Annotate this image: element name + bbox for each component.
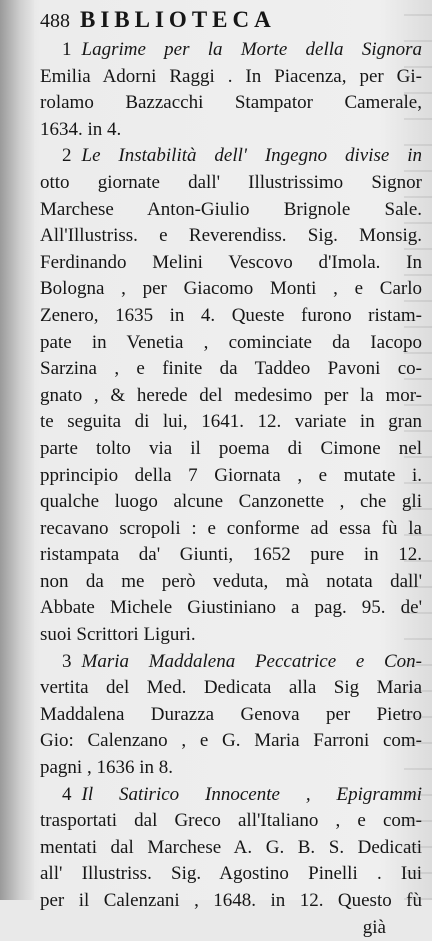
entry-text: parte tolto via il poema di Cimone nel bbox=[40, 437, 422, 459]
entry-text: Maddalena Durazza Genova per Pietro bbox=[40, 703, 422, 725]
entry-line bbox=[40, 888, 422, 915]
entry-text: Sarzina , e finite da Taddeo Pavoni co- bbox=[40, 358, 422, 380]
entry-text: pate in Venetia , cominciate da Iacopo bbox=[40, 331, 422, 353]
entry-text: non da me però veduta, mà notata dall' bbox=[40, 570, 422, 592]
entry-line bbox=[40, 542, 422, 569]
entry-line bbox=[40, 117, 422, 144]
catchword: già bbox=[362, 916, 386, 938]
entry-line bbox=[40, 90, 422, 117]
page-number: 488 bbox=[40, 10, 70, 32]
entry-line bbox=[40, 143, 422, 170]
entry-line bbox=[40, 64, 422, 91]
entry-line bbox=[40, 728, 422, 755]
entry-text: Emilia Adorni Raggi . In Piacenza, per Gi- bbox=[40, 65, 422, 87]
entry-number: 1 bbox=[62, 39, 72, 60]
entry-text: pprincipio della 7 Giornata , e mutate i. bbox=[40, 464, 422, 486]
entry-text: vertita del Med. Dedicata alla Sig Maria bbox=[40, 677, 422, 699]
entry-line bbox=[40, 516, 422, 543]
entry-line bbox=[40, 276, 422, 303]
entry-line bbox=[40, 675, 422, 702]
entry-text: Il Satirico Innocente , Epigrammi bbox=[81, 783, 422, 805]
entry-text: Bologna , per Giacomo Monti , e Carlo bbox=[40, 278, 422, 300]
entry-text: rolamo Bazzacchi Stampator Camerale, bbox=[40, 92, 422, 114]
page-header bbox=[40, 6, 422, 35]
entry-text: Lagrime per la Morte della Signora bbox=[81, 39, 422, 60]
running-title: BIBLIOTECA bbox=[80, 7, 276, 32]
entry-line bbox=[40, 170, 422, 197]
entry-text: trasportati dal Greco all'Italiano , e com- bbox=[40, 810, 422, 832]
entry-text: ristampata da' Giunti, 1652 pure in 12. bbox=[40, 544, 422, 566]
bibliography-entry-3 bbox=[40, 649, 422, 782]
entry-line bbox=[40, 409, 422, 436]
entry-text: recavano scropoli : e conforme ad essa fù la bbox=[40, 517, 422, 539]
entry-line bbox=[40, 622, 422, 649]
entry-line bbox=[40, 436, 422, 463]
entry-text: gnato , & herede del medesimo per la mor- bbox=[40, 384, 422, 406]
entry-number: 3 bbox=[62, 650, 72, 672]
entry-line bbox=[40, 223, 422, 250]
binding-gutter bbox=[0, 0, 34, 900]
entry-line bbox=[40, 197, 422, 224]
entry-text: per il Calenzani , 1648. in 12. Questo fù bbox=[40, 890, 422, 911]
entry-line bbox=[40, 303, 422, 330]
entry-line bbox=[40, 569, 422, 596]
entry-line bbox=[40, 861, 422, 888]
entry-line bbox=[40, 356, 422, 383]
entry-text: All'Illustriss. e Reverendiss. Sig. Monsig. bbox=[40, 225, 422, 247]
entry-text: Ferdinando Melini Vescovo d'Imola. In bbox=[40, 251, 422, 273]
bibliography-entry-4 bbox=[40, 782, 422, 915]
entry-line bbox=[40, 37, 422, 64]
bibliography-entry-2 bbox=[40, 143, 422, 648]
entry-number: 4 bbox=[62, 783, 72, 805]
entry-text: Gio: Calenzano , e G. Maria Farroni com- bbox=[40, 730, 422, 752]
entry-number: 2 bbox=[62, 145, 72, 167]
entry-text: 1634. in 4. bbox=[40, 118, 122, 140]
entry-line bbox=[40, 595, 422, 622]
entry-text: Maria Maddalena Peccatrice e Con- bbox=[81, 650, 422, 672]
entry-line bbox=[40, 463, 422, 490]
bibliography-entry-1 bbox=[40, 37, 422, 143]
entry-line bbox=[40, 383, 422, 410]
entry-text: all' Illustriss. Sig. Agostino Pinelli . Iui bbox=[40, 863, 422, 885]
entry-text: suoi Scrittori Liguri. bbox=[40, 624, 196, 646]
entry-text: te seguita di lui, 1641. 12. variate in gran bbox=[40, 411, 422, 433]
entry-text: Abbate Michele Giustiniano a pag. 95. de' bbox=[40, 597, 422, 619]
entry-line bbox=[40, 330, 422, 357]
entry-line bbox=[40, 835, 422, 862]
entry-line bbox=[40, 250, 422, 277]
entry-line bbox=[40, 808, 422, 835]
entry-text: Le Instabilità dell' Ingegno divise in bbox=[81, 145, 422, 167]
show-through-shadow bbox=[404, 0, 432, 900]
entry-text: Zenero, 1635 in 4. Queste furono ristam- bbox=[40, 304, 422, 326]
entry-line bbox=[40, 755, 422, 782]
entry-line bbox=[40, 782, 422, 809]
entry-text: otto giornate dall' Illustrissimo Signor bbox=[40, 171, 422, 193]
entry-text: pagni , 1636 in 8. bbox=[40, 757, 173, 779]
entry-text: Marchese Anton-Giulio Brignole Sale. bbox=[40, 198, 422, 220]
entry-line bbox=[40, 649, 422, 676]
entry-line bbox=[40, 702, 422, 729]
entry-line bbox=[40, 489, 422, 516]
entry-text: qualche luogo alcune Canzonette , che gli bbox=[40, 491, 422, 513]
entry-text: mentati dal Marchese A. G. B. S. Dedicati bbox=[40, 836, 422, 858]
